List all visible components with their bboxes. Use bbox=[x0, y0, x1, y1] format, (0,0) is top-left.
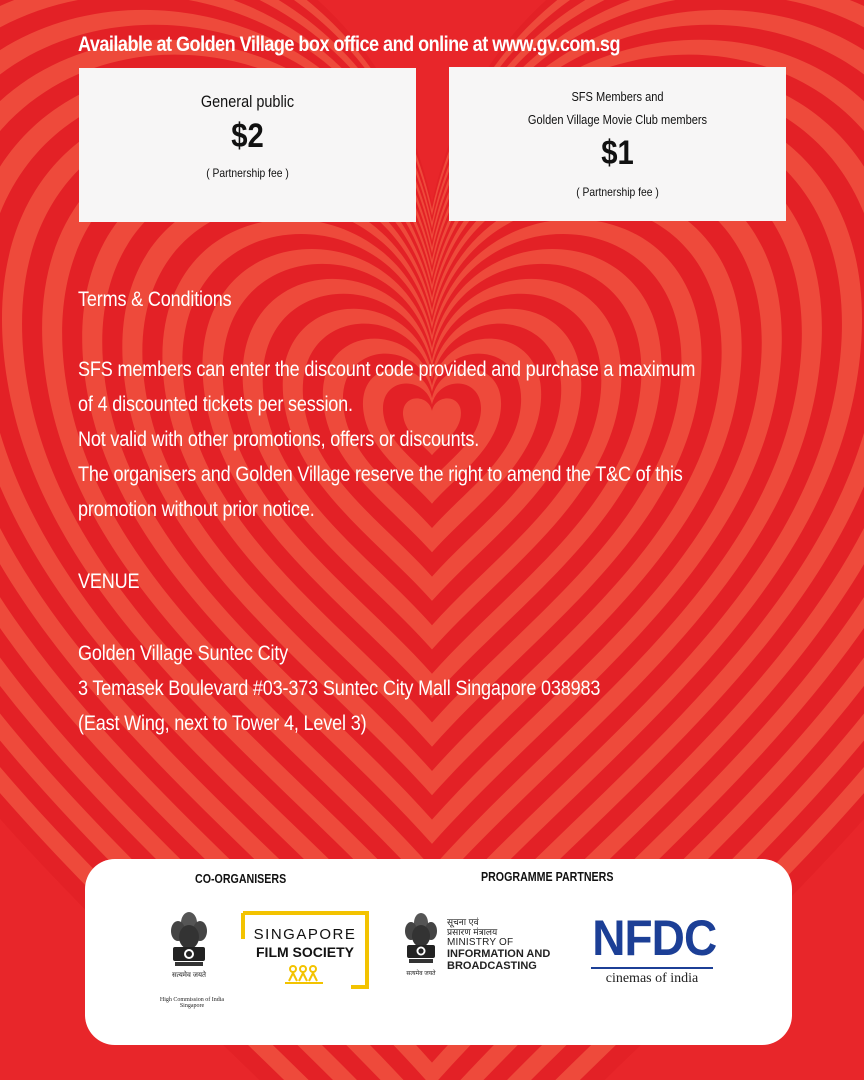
mib-line: MINISTRY OF bbox=[447, 937, 514, 948]
caption-line: High Commission of India bbox=[159, 997, 225, 1003]
partnership-fee-note: ( Partnership fee ) bbox=[576, 185, 659, 199]
ministry-information-broadcasting-logo bbox=[447, 917, 577, 987]
venue-heading: VENUE bbox=[78, 570, 140, 593]
mib-hindi-line: सूचना एवं bbox=[447, 917, 479, 927]
partnership-fee-note: ( Partnership fee ) bbox=[206, 166, 289, 180]
general-public-label: General public bbox=[200, 92, 295, 111]
general-public-price-card bbox=[79, 68, 416, 222]
venue-line: (East Wing, next to Tower 4, Level 3) bbox=[78, 712, 367, 735]
venue-line: 3 Temasek Boulevard #03-373 Suntec City Mall Singapore 038983 bbox=[78, 677, 601, 700]
terms-line: SFS members can enter the discount code provided and purchase a maximum bbox=[78, 358, 696, 381]
terms-line: of 4 discounted tickets per session. bbox=[78, 393, 353, 416]
terms-line: Not valid with other promotions, offers or discounts. bbox=[78, 428, 480, 451]
nfdc-logo bbox=[587, 911, 717, 991]
caption-line: Singapore bbox=[179, 1003, 205, 1009]
sfs-logo-line2: FILM SOCIETY bbox=[256, 944, 354, 960]
mib-line: BROADCASTING bbox=[447, 960, 537, 972]
venue-address bbox=[78, 636, 600, 741]
india-emblem-icon bbox=[163, 907, 215, 997]
availability-text: Available at Golden Village box office and online at www.gv.com.sg bbox=[78, 33, 620, 56]
singapore-film-society-logo bbox=[239, 909, 371, 991]
venue-line: Golden Village Suntec City bbox=[78, 642, 289, 665]
co-organisers-heading: CO-ORGANISERS bbox=[195, 871, 287, 886]
high-commission-caption bbox=[147, 997, 237, 1009]
members-label-line1: SFS Members and bbox=[571, 89, 664, 104]
terms-line: The organisers and Golden Village reserve the right to amend the T&C of this bbox=[78, 463, 683, 486]
members-label-line2: Golden Village Movie Club members bbox=[527, 112, 708, 127]
nfdc-divider bbox=[591, 967, 713, 969]
nfdc-wordmark: NFDC bbox=[592, 910, 717, 966]
emblem-motto: सत्यमेव जयते bbox=[406, 971, 436, 977]
terms-heading: Terms & Conditions bbox=[78, 288, 232, 311]
india-emblem-icon bbox=[398, 909, 444, 991]
sfs-logo-line1: SINGAPORE bbox=[253, 926, 357, 943]
general-public-price: $2 bbox=[231, 117, 264, 155]
partners-panel bbox=[85, 859, 792, 1045]
nfdc-tagline: cinemas of india bbox=[605, 971, 699, 986]
emblem-motto: सत्यमेव जयते bbox=[171, 972, 207, 979]
programme-partners-heading: PROGRAMME PARTNERS bbox=[481, 869, 614, 884]
mib-hindi-line: प्रसारण मंत्रालय bbox=[447, 927, 498, 937]
members-price-card bbox=[449, 67, 786, 221]
terms-line: promotion without prior notice. bbox=[78, 498, 315, 521]
mib-line: INFORMATION AND bbox=[447, 948, 551, 960]
terms-body bbox=[78, 352, 695, 527]
members-price: $1 bbox=[601, 134, 634, 172]
